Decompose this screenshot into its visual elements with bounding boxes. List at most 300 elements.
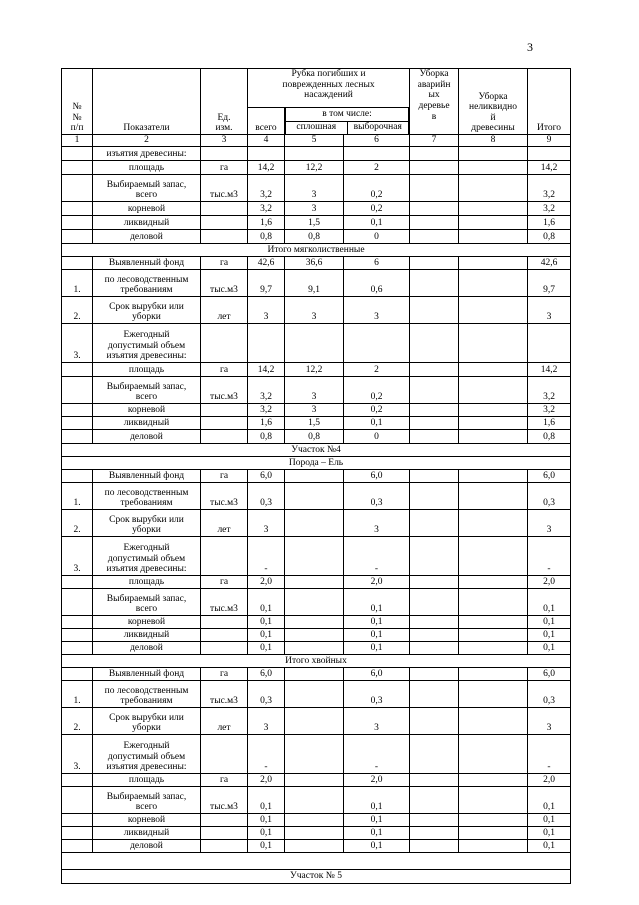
cell-emergency-trees xyxy=(410,735,459,774)
cell-nonliquid-wood xyxy=(459,483,528,510)
cell-row-number xyxy=(62,787,93,814)
cell-total: 0,1 xyxy=(248,840,285,853)
cell-sum: 2,0 xyxy=(528,576,571,589)
table-row xyxy=(62,483,571,510)
cell-total xyxy=(248,324,285,363)
cell-clear-felling xyxy=(285,616,344,629)
cell-indicator: площадь xyxy=(93,774,201,787)
cell-nonliquid-wood xyxy=(459,297,528,324)
header-felling-group: Рубка погибших и поврежденных лесных насаждений xyxy=(248,69,410,108)
cell-unit xyxy=(201,537,248,576)
cell-row-number xyxy=(62,629,93,642)
header-unit: Ед. изм. xyxy=(201,69,248,135)
table-row xyxy=(62,642,571,655)
cell-total: 0,1 xyxy=(248,629,285,642)
cell-nonliquid-wood xyxy=(459,257,528,270)
cell-nonliquid-wood xyxy=(459,230,528,244)
table-row xyxy=(62,589,571,616)
cell-clear-felling: 12,2 xyxy=(285,363,344,377)
table-row xyxy=(62,668,571,681)
cell-nonliquid-wood xyxy=(459,827,528,840)
logging-report-table xyxy=(61,68,571,884)
cell-row-number xyxy=(62,616,93,629)
cell-clear-felling xyxy=(285,642,344,655)
cell-total: 0,1 xyxy=(248,589,285,616)
cell-clear-felling: 3 xyxy=(285,297,344,324)
cell-selective-felling: 6 xyxy=(344,257,410,270)
cell-indicator: изъятия древесины: xyxy=(93,147,201,161)
cell-total: 6,0 xyxy=(248,668,285,681)
table-row xyxy=(62,827,571,840)
cell-indicator: Выбираемый запас, всего xyxy=(93,589,201,616)
cell-row-number: 3. xyxy=(62,537,93,576)
cell-clear-felling: 3 xyxy=(285,377,344,404)
cell-nonliquid-wood xyxy=(459,147,528,161)
cell-emergency-trees xyxy=(410,827,459,840)
column-number: 7 xyxy=(410,135,459,147)
table-row xyxy=(62,681,571,708)
cell-sum: 0,8 xyxy=(528,230,571,244)
cell-total: 9,7 xyxy=(248,270,285,297)
cell-unit: га xyxy=(201,774,248,787)
cell-selective-felling: 0,1 xyxy=(344,216,410,230)
cell-clear-felling xyxy=(285,668,344,681)
cell-indicator: ликвидный xyxy=(93,827,201,840)
cell-emergency-trees xyxy=(410,377,459,404)
cell-selective-felling: 0,1 xyxy=(344,642,410,655)
cell-selective-felling: 0,1 xyxy=(344,814,410,827)
table-row xyxy=(62,147,571,161)
cell-emergency-trees xyxy=(410,324,459,363)
cell-indicator: корневой xyxy=(93,202,201,216)
cell-selective-felling xyxy=(344,324,410,363)
cell-clear-felling xyxy=(285,589,344,616)
cell-selective-felling: 0,3 xyxy=(344,483,410,510)
cell-clear-felling xyxy=(285,681,344,708)
cell-emergency-trees xyxy=(410,147,459,161)
cell-clear-felling: 36,6 xyxy=(285,257,344,270)
cell-unit xyxy=(201,216,248,230)
cell-unit xyxy=(201,202,248,216)
cell-unit xyxy=(201,230,248,244)
cell-sum: 1,6 xyxy=(528,216,571,230)
header-incl-wrap xyxy=(285,108,410,135)
cell-clear-felling: 3 xyxy=(285,175,344,202)
cell-sum: 0,1 xyxy=(528,629,571,642)
cell-indicator: площадь xyxy=(93,161,201,175)
cell-total: 42,6 xyxy=(248,257,285,270)
cell-emergency-trees xyxy=(410,814,459,827)
cell-indicator: ликвидный xyxy=(93,216,201,230)
cell-indicator: площадь xyxy=(93,363,201,377)
cell-indicator: деловой xyxy=(93,840,201,853)
cell-unit xyxy=(201,147,248,161)
cell-unit: тыс.м3 xyxy=(201,681,248,708)
header-indicator: Показатели xyxy=(93,69,201,135)
table-row xyxy=(62,430,571,444)
cell-total: 3,2 xyxy=(248,202,285,216)
cell-sum: 0,1 xyxy=(528,840,571,853)
cell-indicator: по лесоводственным требованиям xyxy=(93,483,201,510)
column-number: 2 xyxy=(93,135,201,147)
cell-total: 14,2 xyxy=(248,363,285,377)
cell-row-number: 1. xyxy=(62,270,93,297)
cell-unit: га xyxy=(201,576,248,589)
cell-clear-felling xyxy=(285,814,344,827)
table-row xyxy=(62,202,571,216)
cell-indicator: корневой xyxy=(93,616,201,629)
cell-emergency-trees xyxy=(410,787,459,814)
cell-clear-felling xyxy=(285,324,344,363)
cell-indicator: Срок вырубки или уборки xyxy=(93,297,201,324)
table-row xyxy=(62,787,571,814)
section-title: Участок №4 xyxy=(62,444,571,457)
cell-unit: лет xyxy=(201,297,248,324)
cell-nonliquid-wood xyxy=(459,708,528,735)
cell-total: 2,0 xyxy=(248,576,285,589)
cell-emergency-trees xyxy=(410,430,459,444)
cell-clear-felling xyxy=(285,147,344,161)
cell-nonliquid-wood xyxy=(459,629,528,642)
cell-emergency-trees xyxy=(410,642,459,655)
cell-indicator: Ежегодный допустимый объем изъятия древесины: xyxy=(93,537,201,576)
cell-clear-felling xyxy=(285,735,344,774)
cell-selective-felling: 0 xyxy=(344,430,410,444)
cell-sum xyxy=(528,147,571,161)
cell-emergency-trees xyxy=(410,668,459,681)
cell-emergency-trees xyxy=(410,708,459,735)
cell-nonliquid-wood xyxy=(459,616,528,629)
cell-emergency-trees xyxy=(410,470,459,483)
table-row xyxy=(62,470,571,483)
header-selective-felling: выборочная xyxy=(347,121,409,134)
cell-nonliquid-wood xyxy=(459,202,528,216)
blank-cell xyxy=(62,853,571,870)
cell-nonliquid-wood xyxy=(459,377,528,404)
cell-emergency-trees xyxy=(410,616,459,629)
cell-unit xyxy=(201,629,248,642)
cell-indicator: Выявленный фонд xyxy=(93,470,201,483)
cell-emergency-trees xyxy=(410,363,459,377)
table-row xyxy=(62,616,571,629)
cell-indicator: Выбираемый запас, всего xyxy=(93,787,201,814)
cell-nonliquid-wood xyxy=(459,161,528,175)
cell-sum: 42,6 xyxy=(528,257,571,270)
cell-clear-felling: 0,8 xyxy=(285,430,344,444)
cell-row-number xyxy=(62,576,93,589)
cell-selective-felling: 3 xyxy=(344,510,410,537)
cell-selective-felling: 0,1 xyxy=(344,840,410,853)
section-row xyxy=(62,244,571,257)
table-row xyxy=(62,774,571,787)
cell-sum: 0,1 xyxy=(528,589,571,616)
header-nonliquid-wood: Уборка неликвидно й древесины xyxy=(459,69,528,135)
cell-total: 0,1 xyxy=(248,642,285,655)
cell-indicator: Ежегодный допустимый объем изъятия древесины: xyxy=(93,324,201,363)
cell-sum: 0,3 xyxy=(528,483,571,510)
cell-indicator: ликвидный xyxy=(93,629,201,642)
table-row xyxy=(62,363,571,377)
cell-selective-felling: 0,2 xyxy=(344,202,410,216)
cell-nonliquid-wood xyxy=(459,642,528,655)
cell-indicator: деловой xyxy=(93,230,201,244)
table-row xyxy=(62,708,571,735)
cell-emergency-trees xyxy=(410,161,459,175)
cell-sum: 3 xyxy=(528,510,571,537)
cell-sum: 3,2 xyxy=(528,175,571,202)
cell-emergency-trees xyxy=(410,510,459,537)
cell-clear-felling xyxy=(285,840,344,853)
cell-indicator: Выявленный фонд xyxy=(93,257,201,270)
cell-nonliquid-wood xyxy=(459,363,528,377)
section-row xyxy=(62,457,571,470)
cell-total: 3 xyxy=(248,510,285,537)
cell-emergency-trees xyxy=(410,681,459,708)
cell-selective-felling: 0,1 xyxy=(344,629,410,642)
column-number: 8 xyxy=(459,135,528,147)
cell-sum: 3,2 xyxy=(528,202,571,216)
cell-nonliquid-wood xyxy=(459,510,528,537)
section-title: Участок № 5 xyxy=(62,870,571,884)
cell-row-number xyxy=(62,216,93,230)
cell-emergency-trees xyxy=(410,629,459,642)
column-number: 1 xyxy=(62,135,93,147)
cell-clear-felling xyxy=(285,470,344,483)
cell-sum: 3 xyxy=(528,708,571,735)
cell-clear-felling xyxy=(285,629,344,642)
cell-indicator: деловой xyxy=(93,642,201,655)
cell-sum: 14,2 xyxy=(528,363,571,377)
cell-row-number xyxy=(62,202,93,216)
cell-total: 0,1 xyxy=(248,787,285,814)
cell-sum: 3 xyxy=(528,297,571,324)
cell-row-number xyxy=(62,668,93,681)
cell-total: 0,8 xyxy=(248,230,285,244)
cell-total: - xyxy=(248,735,285,774)
table-row xyxy=(62,324,571,363)
cell-clear-felling xyxy=(285,827,344,840)
cell-sum: 0,1 xyxy=(528,787,571,814)
cell-unit: га xyxy=(201,257,248,270)
cell-row-number: 2. xyxy=(62,510,93,537)
cell-row-number xyxy=(62,404,93,417)
cell-sum: - xyxy=(528,537,571,576)
cell-indicator: корневой xyxy=(93,814,201,827)
table-row xyxy=(62,297,571,324)
cell-unit xyxy=(201,814,248,827)
column-number: 9 xyxy=(528,135,571,147)
cell-clear-felling: 1,5 xyxy=(285,216,344,230)
cell-emergency-trees xyxy=(410,537,459,576)
cell-selective-felling: 6,0 xyxy=(344,668,410,681)
cell-clear-felling xyxy=(285,483,344,510)
section-row xyxy=(62,444,571,457)
cell-row-number xyxy=(62,377,93,404)
section-row xyxy=(62,655,571,668)
cell-nonliquid-wood xyxy=(459,814,528,827)
cell-selective-felling: 2,0 xyxy=(344,774,410,787)
cell-unit: га xyxy=(201,363,248,377)
table-row xyxy=(62,417,571,430)
cell-emergency-trees xyxy=(410,774,459,787)
cell-unit xyxy=(201,735,248,774)
cell-emergency-trees xyxy=(410,202,459,216)
cell-sum: 2,0 xyxy=(528,774,571,787)
cell-selective-felling: 0,2 xyxy=(344,404,410,417)
table-row xyxy=(62,216,571,230)
cell-indicator: Выбираемый запас, всего xyxy=(93,377,201,404)
header-sum: Итого xyxy=(528,69,571,135)
cell-selective-felling: 3 xyxy=(344,708,410,735)
cell-row-number xyxy=(62,161,93,175)
cell-emergency-trees xyxy=(410,257,459,270)
cell-selective-felling: 0,2 xyxy=(344,377,410,404)
cell-nonliquid-wood xyxy=(459,324,528,363)
cell-sum: 9,7 xyxy=(528,270,571,297)
cell-selective-felling: 0 xyxy=(344,230,410,244)
column-numbers-row xyxy=(62,135,571,147)
cell-nonliquid-wood xyxy=(459,430,528,444)
cell-sum: 0,1 xyxy=(528,827,571,840)
cell-selective-felling: 0,1 xyxy=(344,589,410,616)
header-total: всего xyxy=(248,108,285,135)
cell-row-number xyxy=(62,175,93,202)
cell-indicator: Выявленный фонд xyxy=(93,668,201,681)
table-row xyxy=(62,257,571,270)
cell-emergency-trees xyxy=(410,297,459,324)
cell-unit xyxy=(201,642,248,655)
cell-nonliquid-wood xyxy=(459,840,528,853)
cell-total: 3 xyxy=(248,708,285,735)
cell-sum: 0,1 xyxy=(528,616,571,629)
cell-nonliquid-wood xyxy=(459,576,528,589)
cell-clear-felling: 3 xyxy=(285,202,344,216)
table-row xyxy=(62,377,571,404)
cell-total: 6,0 xyxy=(248,470,285,483)
cell-row-number xyxy=(62,147,93,161)
cell-total: 3 xyxy=(248,297,285,324)
cell-unit: га xyxy=(201,161,248,175)
cell-total: 3,2 xyxy=(248,377,285,404)
cell-nonliquid-wood xyxy=(459,681,528,708)
cell-unit: лет xyxy=(201,708,248,735)
cell-clear-felling xyxy=(285,787,344,814)
cell-emergency-trees xyxy=(410,589,459,616)
column-number: 6 xyxy=(344,135,410,147)
cell-sum: 6,0 xyxy=(528,470,571,483)
cell-unit: тыс.м3 xyxy=(201,270,248,297)
cell-clear-felling xyxy=(285,537,344,576)
cell-selective-felling: 0,3 xyxy=(344,681,410,708)
cell-nonliquid-wood xyxy=(459,404,528,417)
section-row xyxy=(62,870,571,884)
cell-row-number: 1. xyxy=(62,483,93,510)
cell-selective-felling: 0,6 xyxy=(344,270,410,297)
cell-unit xyxy=(201,827,248,840)
cell-selective-felling: 0,1 xyxy=(344,787,410,814)
cell-emergency-trees xyxy=(410,404,459,417)
cell-sum: 3,2 xyxy=(528,404,571,417)
cell-nonliquid-wood xyxy=(459,735,528,774)
cell-emergency-trees xyxy=(410,417,459,430)
cell-total: 2,0 xyxy=(248,774,285,787)
cell-total xyxy=(248,147,285,161)
cell-sum: 6,0 xyxy=(528,668,571,681)
cell-row-number xyxy=(62,470,93,483)
cell-row-number xyxy=(62,230,93,244)
cell-row-number: 1. xyxy=(62,681,93,708)
cell-total: 0,3 xyxy=(248,483,285,510)
cell-unit xyxy=(201,417,248,430)
cell-nonliquid-wood xyxy=(459,589,528,616)
cell-unit: тыс.м3 xyxy=(201,483,248,510)
table-row xyxy=(62,576,571,589)
cell-selective-felling: 0,1 xyxy=(344,827,410,840)
cell-row-number xyxy=(62,589,93,616)
cell-selective-felling: 3 xyxy=(344,297,410,324)
cell-selective-felling: 2,0 xyxy=(344,576,410,589)
cell-clear-felling xyxy=(285,576,344,589)
cell-sum: 14,2 xyxy=(528,161,571,175)
cell-nonliquid-wood xyxy=(459,175,528,202)
cell-clear-felling: 3 xyxy=(285,404,344,417)
header-emergency-trees: Уборка аварийн ых деревье в xyxy=(410,69,459,135)
cell-sum: 3,2 xyxy=(528,377,571,404)
table-row xyxy=(62,404,571,417)
cell-unit xyxy=(201,430,248,444)
cell-sum: - xyxy=(528,735,571,774)
cell-nonliquid-wood xyxy=(459,417,528,430)
table-row xyxy=(62,161,571,175)
cell-indicator: по лесоводственным требованиям xyxy=(93,681,201,708)
cell-indicator: Выбираемый запас, всего xyxy=(93,175,201,202)
column-number: 5 xyxy=(285,135,344,147)
cell-indicator: Ежегодный допустимый объем изъятия древесины: xyxy=(93,735,201,774)
cell-total: 1,6 xyxy=(248,216,285,230)
cell-row-number xyxy=(62,840,93,853)
cell-clear-felling: 12,2 xyxy=(285,161,344,175)
cell-indicator: деловой xyxy=(93,430,201,444)
cell-unit: га xyxy=(201,668,248,681)
cell-selective-felling: - xyxy=(344,735,410,774)
cell-selective-felling: 2 xyxy=(344,161,410,175)
cell-unit xyxy=(201,840,248,853)
cell-selective-felling: 2 xyxy=(344,363,410,377)
cell-selective-felling xyxy=(344,147,410,161)
cell-clear-felling xyxy=(285,708,344,735)
section-title: Порода – Ель xyxy=(62,457,571,470)
cell-row-number: 2. xyxy=(62,708,93,735)
column-number: 3 xyxy=(201,135,248,147)
table-row xyxy=(62,270,571,297)
header-clear-felling: сплошная xyxy=(286,121,348,134)
table-row xyxy=(62,629,571,642)
cell-sum: 0,3 xyxy=(528,681,571,708)
cell-unit: тыс.м3 xyxy=(201,787,248,814)
cell-row-number xyxy=(62,642,93,655)
cell-total: 14,2 xyxy=(248,161,285,175)
cell-total: - xyxy=(248,537,285,576)
cell-unit xyxy=(201,616,248,629)
cell-total: 0,1 xyxy=(248,827,285,840)
cell-unit xyxy=(201,404,248,417)
cell-row-number xyxy=(62,827,93,840)
table-row xyxy=(62,510,571,537)
table-row xyxy=(62,814,571,827)
cell-clear-felling: 9,1 xyxy=(285,270,344,297)
cell-indicator: корневой xyxy=(93,404,201,417)
cell-selective-felling: 6,0 xyxy=(344,470,410,483)
